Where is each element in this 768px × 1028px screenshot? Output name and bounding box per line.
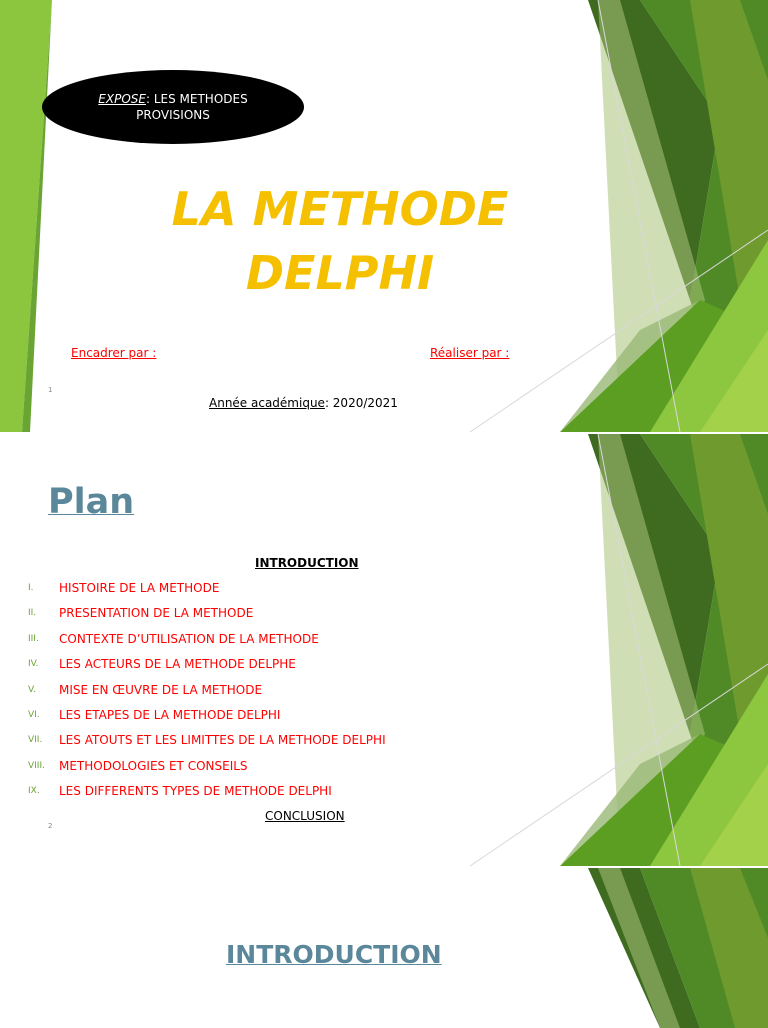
plan-item [28,784,386,809]
plan-item-number: V. [28,684,36,695]
plan-item [28,632,386,657]
expose-line2: PROVISIONS [136,108,210,122]
plan-introduction: INTRODUCTION [255,556,359,570]
slide-number: 1 [48,386,53,394]
slide-number: 2 [48,822,53,830]
plan-item-text: CONTEXTE D’UTILISATION DE LA METHODE [59,631,319,646]
plan-item-number: VI. [28,709,40,720]
plan-item-number: II. [28,608,37,619]
expose-rest: : LES METHODES [145,92,248,106]
encadrer-label: Encadrer par : [71,346,157,360]
introduction-title: INTRODUCTION [226,940,442,969]
expose-prefix: EXPOSE [98,92,146,106]
slide-plan [0,434,768,866]
expose-bubble [42,70,304,144]
plan-item-text: METHODOLOGIES ET CONSEILS [59,758,248,773]
plan-item-number: I. [28,583,34,593]
main-title-line1: LA METHODE [171,182,509,236]
plan-title: Plan [48,482,135,522]
annee-value: : 2020/2021 [324,396,398,410]
plan-item-text: MISE EN ŒUVRE DE LA METHODE [59,682,263,697]
slide-title [0,0,768,432]
plan-list [28,581,386,810]
plan-item-number: VII. [28,735,43,746]
realiser-label: Réaliser par : [430,346,510,360]
plan-item-number: IV. [28,659,39,670]
plan-item-text: HISTOIRE DE LA METHODE [59,581,220,595]
plan-item-text: LES ATOUTS ET LES LIMITTES DE LA METHODE DELPHI [59,733,386,748]
plan-item-number: IX. [28,786,40,797]
plan-item-text: PRESENTATION DE LA METHODE [59,606,254,621]
plan-item [28,606,386,631]
plan-item [28,657,386,682]
plan-item-text: LES ETAPES DE LA METHODE DELPHI [59,707,281,722]
plan-conclusion: CONCLUSION [265,809,345,823]
plan-item [28,708,386,733]
main-title-line2: DELPHI [245,246,435,300]
slide-introduction [0,868,768,1028]
plan-item [28,581,386,606]
plan-item [28,759,386,784]
annee-label: Année académique [209,396,325,410]
plan-item [28,683,386,708]
annee-academique [209,396,398,410]
plan-item [28,733,386,758]
plan-item-number: VIII. [28,760,45,771]
plan-item-number: III. [28,633,39,644]
plan-item-text: LES ACTEURS DE LA METHODE DELPHE [59,657,296,672]
plan-item-text: LES DIFFERENTS TYPES DE METHODE DELPHI [59,784,332,799]
